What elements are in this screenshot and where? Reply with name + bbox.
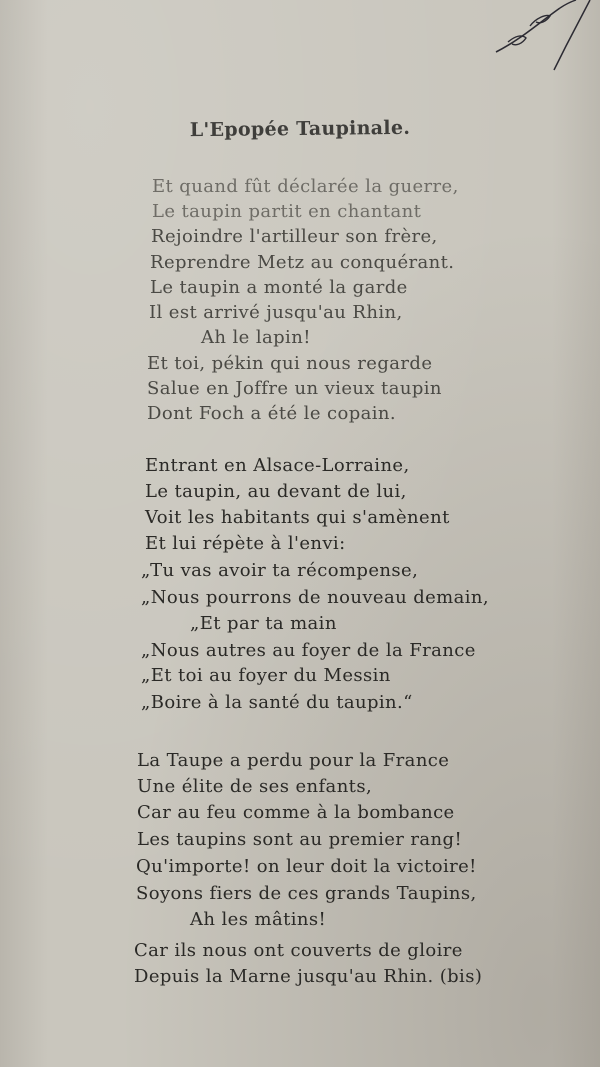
poem-line: „Et par ta main [190,613,337,634]
poem-line: „Boire à la santé du taupin.“ [141,692,413,713]
poem-line: Une élite de ses enfants, [137,776,373,797]
poem-line: „Tu vas avoir ta récompense, [141,560,419,581]
poem-line: Car au feu comme à la bombance [137,802,455,823]
poem-line: Salue en Joffre un vieux taupin [147,378,442,399]
poem-line: Et lui répète à l'envi: [145,533,346,554]
poem-line: Ah les mâtins! [190,909,327,930]
poem-line: La Taupe a perdu pour la France [137,750,450,771]
poem-line: „Et toi au foyer du Messin [141,665,391,686]
poem-line: Car ils nous ont couverts de gloire [134,940,463,961]
poem-line: Dont Foch a été le copain. [147,403,397,424]
poem-line: „Nous autres au foyer de la France [141,640,476,661]
poem-line: Reprendre Metz au conquérant. [150,252,455,273]
poem-line: Ah le lapin! [201,327,311,348]
poem-line: Voit les habitants qui s'amènent [145,507,450,528]
poem-line: „Nous pourrons de nouveau demain, [141,587,490,608]
handwritten-signature [400,0,600,80]
poem-line: Et quand fût déclarée la guerre, [152,176,459,197]
poem-title: L'Epopée Taupinale. [189,116,411,142]
poem-line: Entrant en Alsace-Lorraine, [145,455,410,476]
poem-line: Depuis la Marne jusqu'au Rhin. (bis) [134,966,483,987]
poem-line: Le taupin a monté la garde [150,277,408,298]
poem-line: Le taupin, au devant de lui, [145,481,407,502]
poem-line: Rejoindre l'artilleur son frère, [151,226,438,247]
poem-line: Les taupins sont au premier rang! [137,829,463,850]
poem-line: Le taupin partit en chantant [152,201,422,222]
poem-line: Qu'importe! on leur doit la victoire! [136,856,477,877]
poem-line: Il est arrivé jusqu'au Rhin, [149,302,403,323]
poem-line: Et toi, pékin qui nous regarde [147,353,433,374]
poem-line: Soyons fiers de ces grands Taupins, [136,883,477,904]
